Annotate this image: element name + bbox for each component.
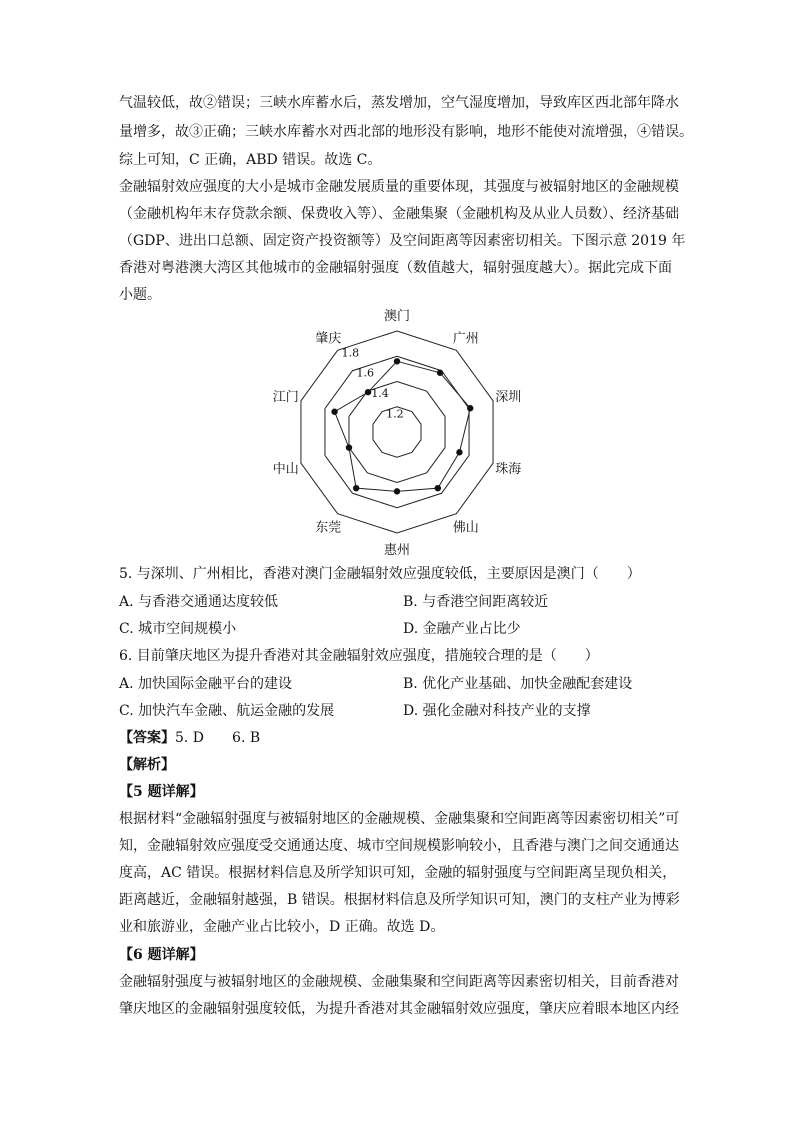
intro-line: 气温较低，故②错误；三峡水库蓄水后，蒸发增加，空气湿度增加，导致库区西北部年降水 <box>119 95 679 111</box>
answer-tag: 【答案】 <box>119 730 175 746</box>
detail-5-heading: 【5 题详解】 <box>119 784 204 800</box>
question-5-option-c: C. 城市空间规模小 <box>119 621 237 637</box>
category-label: 肇庆 <box>315 331 342 347</box>
answer-text: 5. D 6. B <box>175 730 261 746</box>
radar-ring <box>373 407 421 458</box>
tick-label: 1.2 <box>386 407 404 421</box>
detail-6-heading: 【6 题详解】 <box>119 947 204 963</box>
detail-5-line: 知，金融辐射效应强度受交通通达度、城市空间规模影响较小，且香港与澳门之间交通通达 <box>119 838 679 854</box>
data-point <box>456 449 462 455</box>
detail-5-line: 距离越近，金融辐射越强，B 错误。根据材料信息及所学知识可知，澳门的支柱产业为博彩 <box>119 892 680 908</box>
data-point <box>394 358 400 364</box>
material-line: （GDP、进出口总额、固定资产投资额等）及空间距离等因素密切相关。下图示意 2019 年 <box>119 233 686 249</box>
detail-6-line: 金融辐射强度与被辐射地区的金融规模、金融集聚和空间距离等因素密切相关，目前香港对 <box>119 974 679 990</box>
data-point <box>346 444 352 450</box>
data-point <box>437 370 443 376</box>
material-line: 金融辐射效应强度的大小是城市金融发展质量的重要体现，其强度与被辐射地区的金融规模 <box>119 179 679 195</box>
radar-ring <box>301 331 493 533</box>
question-6-option-c: C. 加快汽车金融、航运金融的发展 <box>119 703 335 719</box>
analysis-heading: 【解析】 <box>119 757 175 773</box>
category-label: 广州 <box>452 331 479 347</box>
material-line: 小题。 <box>119 287 161 303</box>
material-line: （金融机构年末存贷款余额、保费收入等）、金融集聚（金融机构及从业人员数）、经济基础 <box>119 206 679 222</box>
intro-line: 综上可知，C 正确，ABD 错误。故选 C。 <box>119 152 382 168</box>
radar-ring <box>349 382 445 483</box>
category-label: 深圳 <box>495 389 522 405</box>
category-label: 佛山 <box>452 520 479 536</box>
data-point <box>331 409 337 415</box>
category-label: 江门 <box>272 389 299 405</box>
question-5-option-a: A. 与香港交通通达度较低 <box>119 594 279 610</box>
data-point <box>353 485 359 491</box>
detail-5-line: 业和旅游业，金融产业占比较小，D 正确。故选 D。 <box>119 919 445 935</box>
tick-label: 1.6 <box>356 366 374 380</box>
data-point <box>394 488 400 494</box>
question-6-option-b: B. 优化产业基础、加快金融配套建设 <box>403 676 633 692</box>
radar-ring <box>325 356 469 508</box>
category-label: 珠海 <box>495 462 522 478</box>
category-label: 澳门 <box>383 309 411 324</box>
data-series-line <box>335 361 471 491</box>
tick-label: 1.4 <box>371 387 389 401</box>
detail-5-line: 度高，AC 错误。根据材料信息及所学知识可知，金融的辐射强度与空间距离呈现负相关， <box>119 865 677 881</box>
detail-5-line: 根据材料“金融辐射强度与被辐射地区的金融规模、金融集聚和空间距离等因素密切相关”可 <box>119 811 680 827</box>
category-label: 中山 <box>272 462 299 478</box>
answer-line <box>119 729 260 747</box>
category-label: 惠州 <box>383 543 411 558</box>
question-5-stem: 5. 与深圳、广州相比，香港对澳门金融辐射效应强度较低，主要原因是澳门（ ） <box>119 566 641 582</box>
question-5-option-d: D. 金融产业占比少 <box>403 621 521 637</box>
detail-6-line: 肇庆地区的金融辐射强度较低，为提升香港对其金融辐射效应强度，肇庆应着眼本地区内经 <box>119 1001 679 1017</box>
question-6-stem: 6. 目前肇庆地区为提升香港对其金融辐射效应强度，措施较合理的是（ ） <box>119 648 599 664</box>
data-point <box>365 389 371 395</box>
material-line: 香港对粤港澳大湾区其他城市的金融辐射强度（数值越大，辐射强度越大）。据此完成下面 <box>119 260 672 276</box>
data-point <box>435 485 441 491</box>
question-5-option-b: B. 与香港空间距离较近 <box>403 594 549 610</box>
question-6-option-a: A. 加快国际金融平台的建设 <box>119 676 293 692</box>
question-6-option-d: D. 强化金融对科技产业的支撑 <box>403 703 591 719</box>
tick-label: 1.8 <box>341 346 360 360</box>
intro-line: 量增多，故③正确；三峡水库蓄水对西北部的地形没有影响，地形不能使对流增强，④错误。 <box>119 124 693 140</box>
data-point <box>467 405 473 411</box>
category-label: 东莞 <box>315 520 342 536</box>
